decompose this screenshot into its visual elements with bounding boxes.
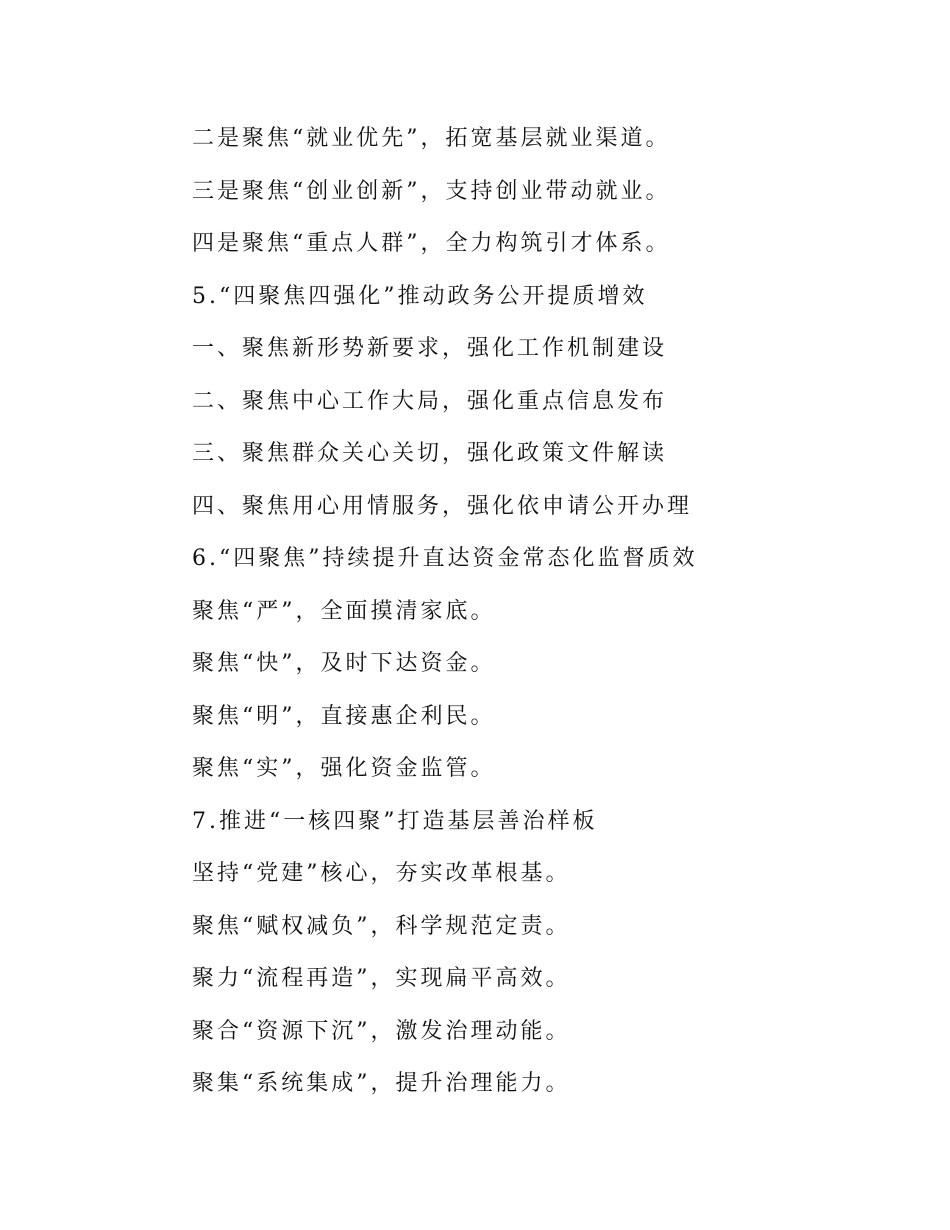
text-line: 聚集“系统集成”，提升治理能力。 [192, 1071, 571, 1096]
text-line: 三是聚焦“创业创新”，支持创业带动就业。 [192, 178, 671, 204]
section-heading: 7.推进“一核四聚”打造基层善治样板 [192, 808, 598, 834]
text-line: 二、聚焦中心工作大局，强化重点信息发布 [192, 388, 668, 414]
text-line: 聚焦“实”，强化资金监管。 [192, 756, 496, 781]
text-line: 聚焦“赋权减负”，科学规范定责。 [192, 913, 571, 939]
document-body [192, 113, 892, 1111]
text-line: 二是聚焦“就业优先”，拓宽基层就业渠道。 [192, 126, 671, 151]
text-line: 三、聚焦群众关心关切，强化政策文件解读 [192, 441, 668, 466]
text-line: 一、聚焦新形势新要求，强化工作机制建设 [192, 336, 668, 361]
section-heading: 5.“四聚焦四强化”推动政务公开提质增效 [192, 283, 648, 309]
text-line: 聚合“资源下沉”，激发治理动能。 [192, 1018, 571, 1044]
text-line: 聚焦“严”，全面摸清家底。 [192, 598, 496, 624]
text-line: 聚焦“明”，直接惠企利民。 [192, 703, 496, 729]
text-line: 聚力“流程再造”，实现扁平高效。 [192, 966, 571, 991]
text-line: 四是聚焦“重点人群”，全力构筑引才体系。 [192, 231, 671, 256]
text-line: 四、聚焦用心用情服务，强化依申请公开办理 [192, 493, 693, 519]
text-line: 聚焦“快”，及时下达资金。 [192, 651, 496, 676]
text-line: 坚持“党建”核心，夯实改革根基。 [192, 861, 571, 886]
section-heading: 6.“四聚焦”持续提升直达资金常态化监督质效 [192, 546, 698, 571]
